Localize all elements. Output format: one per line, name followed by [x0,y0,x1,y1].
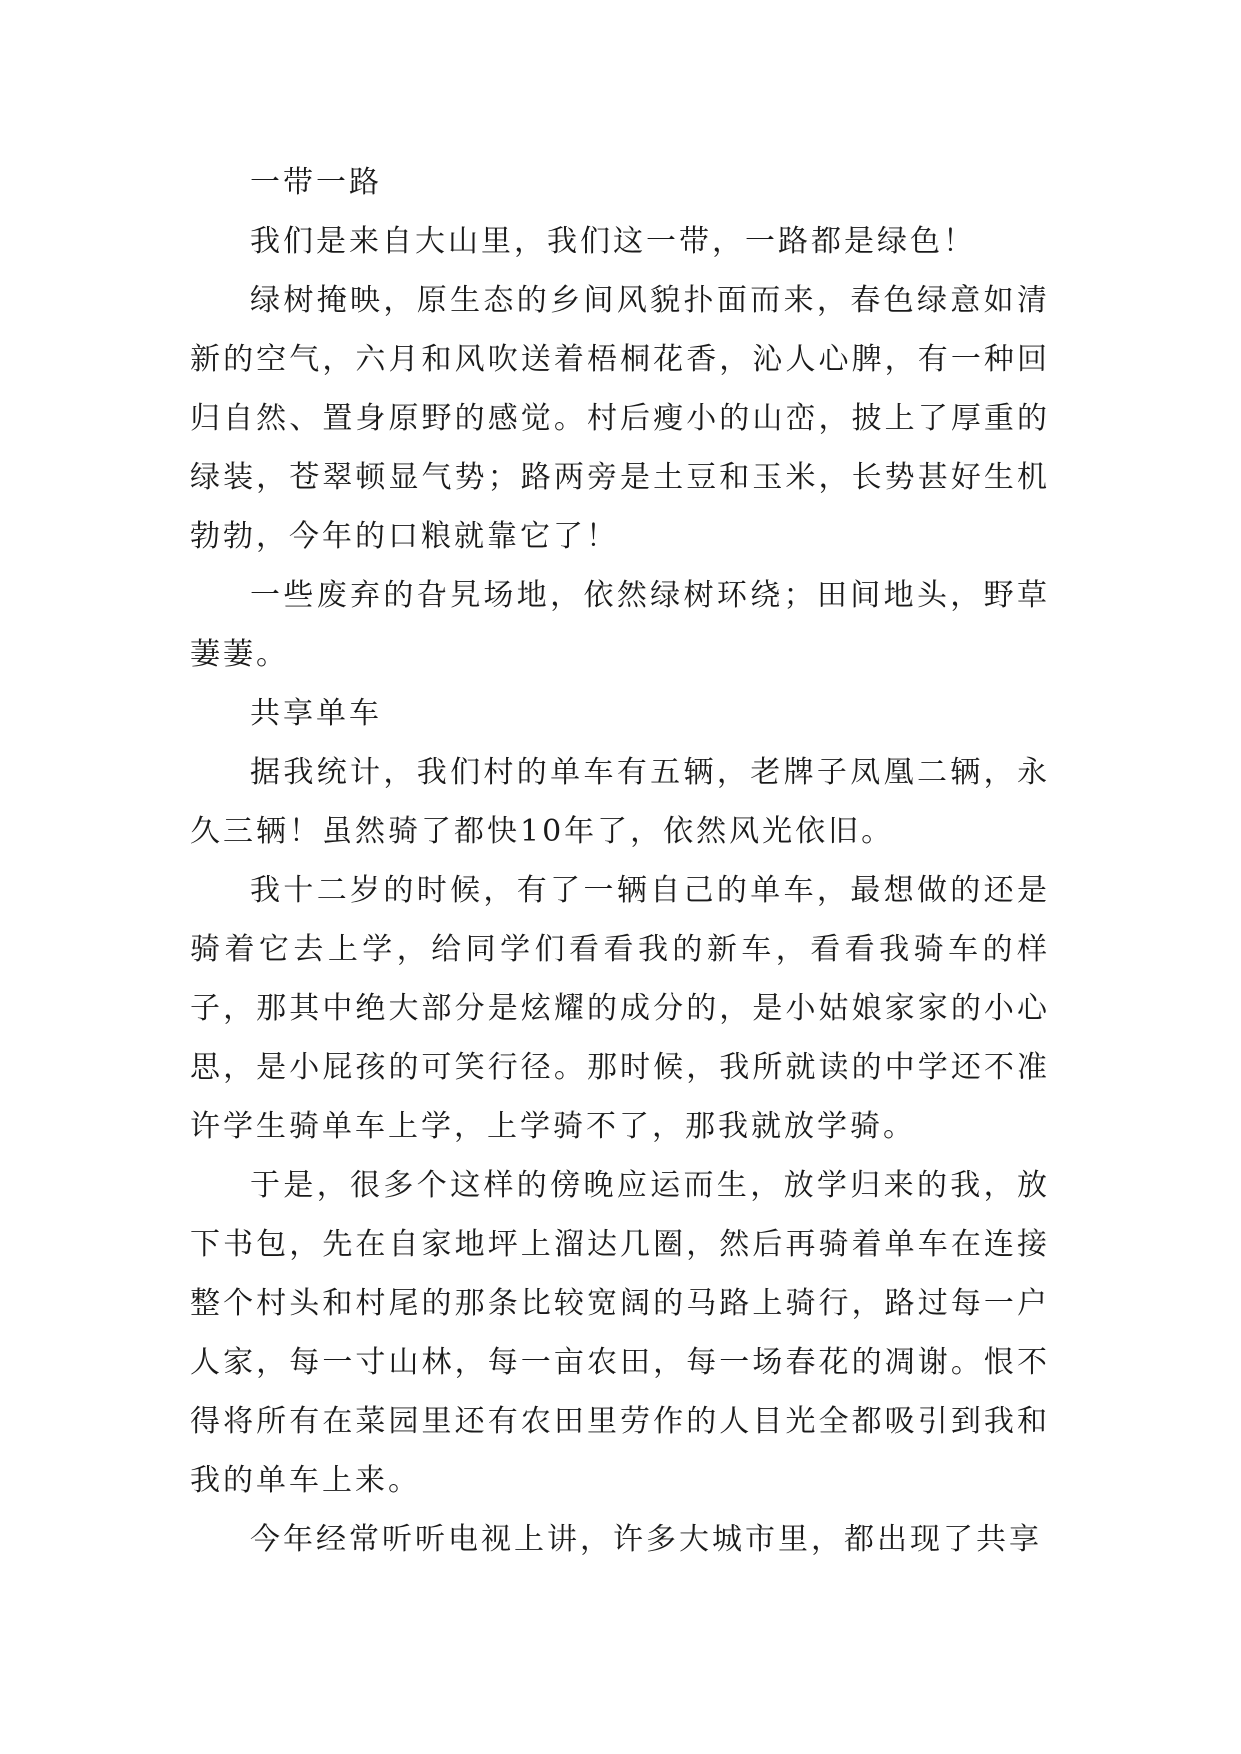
paragraph: 今年经常听听电视上讲，许多大城市里，都出现了共享 [250,1522,1042,1557]
paragraph: 于是，很多个这样的傍晚应运而生，放学归来的我，放下书包，先在自家地坪上溜达几圈，然后再骑着单车在连接整个村头和村尾的那条比较宽阔的马路上骑行，路过每一户人家，每一寸山林，每一亩农田，每一场春花的凋谢。恨不得将所有在菜园里还有农田里劳作的人目光全都吸引到我和我的单车上来。 [190,1168,1050,1498]
paragraph: 我十二岁的时候，有了一辆自己的单车，最想做的还是骑着它去上学，给同学们看看我的新车，看看我骑车的样子，那其中绝大部分是炫耀的成分的，是小姑娘家家的小心思，是小屁孩的可笑行径。那时候，我所就读的中学还不准许学生骑单车上学，上学骑不了，那我就放学骑。 [190,873,1050,1144]
document-body [190,153,1050,1569]
paragraph: 绿树掩映，原生态的乡间风貌扑面而来，春色绿意如清新的空气，六月和风吹送着梧桐花香，沁人心脾，有一种回归自然、置身原野的感觉。村后瘦小的山峦，披上了厚重的绿装，苍翠顿显气势；路两旁是土豆和玉米，长势甚好生机勃勃，今年的口粮就靠它了！ [190,283,1050,554]
section-heading-shared-bike: 共享单车 [250,696,382,731]
paragraph: 我们是来自大山里，我们这一带，一路都是绿色！ [250,224,976,259]
paragraph: 据我统计，我们村的单车有五辆，老牌子凤凰二辆，永久三辆！虽然骑了都快10年了，依然风光依旧。 [190,755,1050,849]
section-heading-belt-and-road: 一带一路 [250,165,382,200]
paragraph: 一些废弃的旮旯场地，依然绿树环绕；田间地头，野草萋萋。 [190,578,1050,672]
